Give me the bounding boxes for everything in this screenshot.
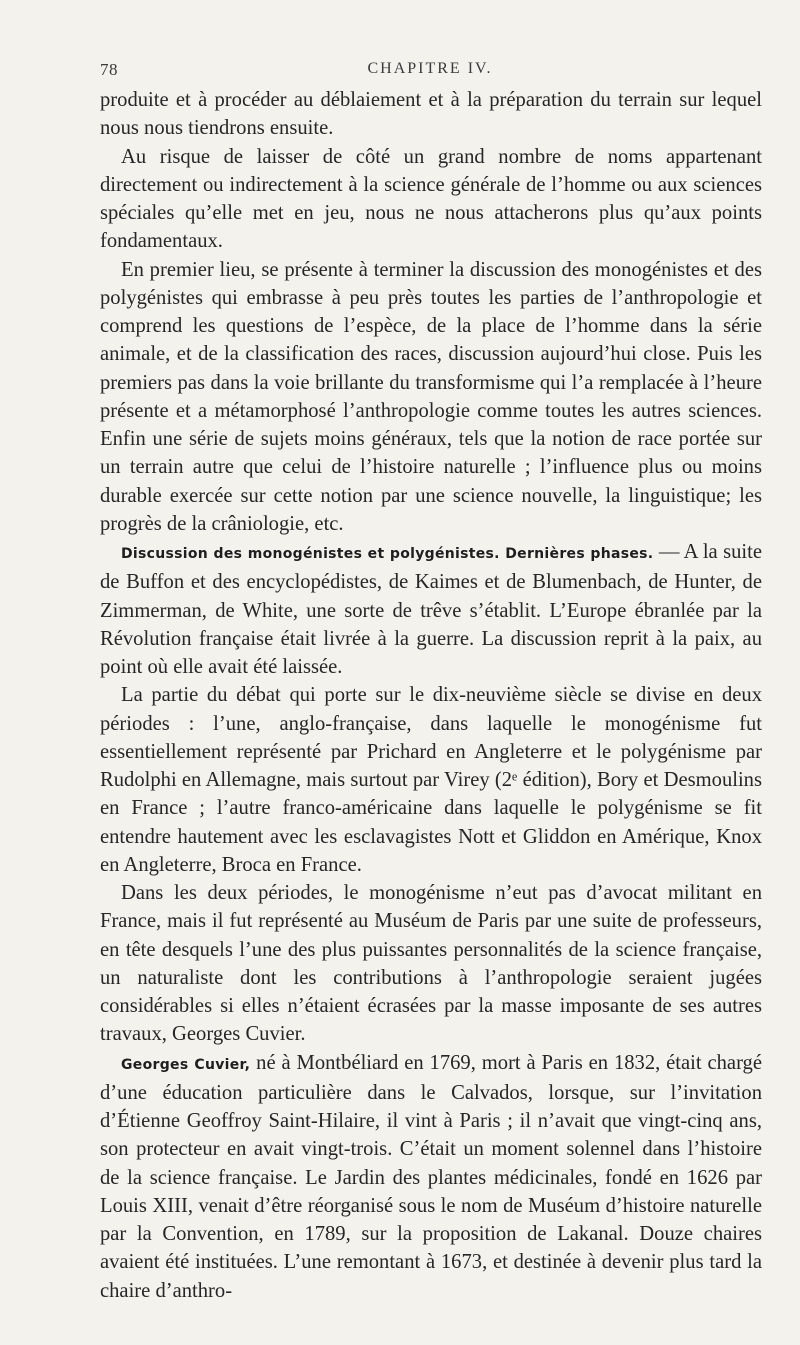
- paragraph-7: [100, 1049, 762, 1305]
- body-text: [100, 86, 762, 1305]
- paragraph-3: En premier lieu, se présente à terminer la discussion des monogénistes et des polygénistes qui embrasse à peu près toutes les parties de l’anthropologie et comprend les questions de l’espèce, de la place de l’homme dans la série animale, et de la classification des races, discussion aujourd’hui close. Puis les premiers pas dans la voie brillante du transformisme qui l’a remplacée à l’heure présente et a métamorphosé l’anthropologie comme toutes les autres sciences. Enfin une série de sujets moins généraux, tels que la notion de race portée sur un terrain autre que celui de l’histoire naturelle ; l’influence plus ou moins durable exercée sur cette notion par une science nouvelle, la linguistique; les progrès de la crâniologie, etc.: [100, 258, 762, 535]
- paragraph-2: Au risque de laisser de côté un grand nombre de noms appartenant directement ou indirectement à la science générale de l’homme ou aux sciences spéciales qu’elle met en jeu, nous ne nous attacherons plus qu’aux points fondamentaux.: [100, 145, 762, 253]
- paragraph-7-text: né à Montbéliard en 1769, mort à Paris en 1832, était chargé d’une éducation particulière dans le Calvados, lorsque, sur l’invitation d’Étienne Geoffroy Saint-Hilaire, il vint à Paris ; il n’avait que vingt-cinq ans, son protecteur en avait vingt-trois. C’était un moment solennel dans l’histoire de la science française. Le Jardin des plantes médicinales, fondé en 1626 par Louis XIII, venait d’être réorganisé sous le nom de Muséum d’histoire naturelle par la Convention, en 1789, sur la proposition de Lakanal. Douze chaires avaient été instituées. L’une remontant à 1673, et destinée à devenir plus tard la chaire d’anthro-: [100, 1051, 762, 1302]
- paragraph-4: [100, 538, 762, 681]
- running-head: CHAPITRE IV.: [367, 60, 493, 77]
- paragraph-6: Dans les deux périodes, le monogénisme n’eut pas d’avocat militant en France, mais il fut représenté au Muséum de Paris par une suite de professeurs, en tête desquels l’une des plus puissantes personnalités de la science française, un naturaliste dont les contributions à l’anthropologie seraient jugées considérables si elles n’étaient écrasées par la masse imposante de ses autres travaux, Georges Cuvier.: [100, 882, 762, 1046]
- paragraph-4-text: — A la suite de Buffon et des encyclopédistes, de Kaimes et de Blumenbach, de Hunter, de Zimmerman, de White, une sorte de trêve s’établit. L’Europe ébranlée par la Révolution française était livrée à la guerre. La discussion reprit à la paix, au point où elle avait été laissée.: [100, 541, 762, 678]
- page-number: 78: [100, 60, 118, 79]
- section-heading-discussion: Discussion des monogénistes et polygénistes. Dernières phases.: [121, 546, 654, 562]
- section-heading-cuvier: Georges Cuvier,: [121, 1056, 251, 1073]
- paragraph-1: produite et à procéder au déblaiement et à la préparation du terrain sur lequel nous nous tiendrons ensuite.: [100, 89, 762, 140]
- paragraph-5: La partie du débat qui porte sur le dix-neuvième siècle se divise en deux périodes : l’une, anglo-française, dans laquelle le monogénisme fut essentiellement représenté par Prichard en Angleterre et le polygénisme par Rudolphi en Allemagne, mais surtout par Virey (2ᵉ édition), Bory et Desmoulins en France ; l’autre franco-américaine dans laquelle le polygénisme se fit entendre hautement avec les esclavagistes Nott et Gliddon en Amérique, Knox en Angleterre, Broca en France.: [100, 684, 762, 876]
